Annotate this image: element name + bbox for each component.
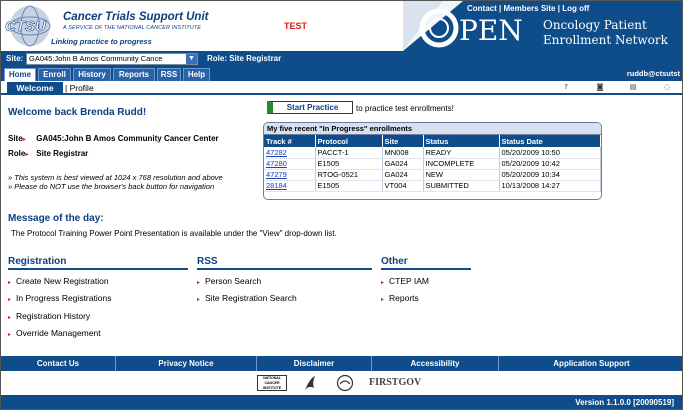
contact-link[interactable]: Contact — [467, 4, 497, 13]
top-links — [467, 4, 589, 13]
version-bar — [1, 395, 683, 410]
status-cell: READY — [423, 147, 499, 158]
date-cell: 10/13/2008 14:27 — [499, 180, 601, 191]
subtab-profile[interactable]: | Profile — [65, 83, 94, 93]
track-link[interactable]: 47280 — [264, 158, 315, 169]
status-cell: NEW — [423, 169, 499, 180]
create-new-registration-link[interactable]: ▸ Create New Registration — [8, 276, 109, 286]
person-search-link[interactable]: ▸ Person Search — [197, 276, 262, 286]
site-cell: VT004 — [382, 180, 423, 191]
footer-logos — [1, 371, 683, 395]
date-cell: 05/20/2009 10:50 — [499, 147, 601, 158]
site-select-value: GA045:John B Amos Community Cance — [29, 54, 163, 63]
site-key: Site▸ — [8, 134, 26, 143]
ctep-iam-link[interactable]: ▸ CTEP IAM — [381, 276, 430, 286]
col-status-date: Status Date — [499, 135, 601, 147]
col-protocol: Protocol — [315, 135, 382, 147]
recent-enrollments-table — [264, 135, 601, 192]
tab-help[interactable]: Help — [183, 68, 210, 81]
top-link-sep: | — [499, 4, 504, 13]
registration-section-title: Registration — [8, 256, 188, 270]
table-row — [264, 147, 601, 158]
members-site-link[interactable]: Members Site — [503, 4, 556, 13]
site-info — [8, 134, 219, 143]
org-title: Cancer Trials Support Unit — [63, 11, 209, 23]
org-tagline: Linking practice to progress — [51, 37, 152, 46]
track-link[interactable]: 47282 — [264, 147, 315, 158]
protocol-cell: PACCT-1 — [315, 147, 382, 158]
subtab-profile-label: Profile — [69, 83, 94, 93]
col-status: Status — [423, 135, 499, 147]
firstgov-logo-icon[interactable]: FIRSTGOV — [369, 377, 422, 388]
welcome-message: Welcome back Brenda Rudd! — [8, 107, 147, 118]
protocol-cell: RTOG-0521 — [315, 169, 382, 180]
tab-home[interactable]: Home — [4, 68, 36, 81]
tab-history[interactable]: History — [73, 68, 111, 81]
motd-text: The Protocol Training Power Point Presentation is available under the "View" drop-down list. — [11, 229, 337, 238]
recent-enrollments — [263, 122, 602, 200]
tab-rss[interactable]: RSS — [157, 68, 181, 81]
chat-icon[interactable]: ◌ — [663, 83, 671, 91]
in-progress-registrations-link[interactable]: ▸ In Progress Registrations — [8, 293, 112, 303]
date-cell: 05/20/2009 10:34 — [499, 169, 601, 180]
table-row — [264, 180, 601, 191]
role-value: Site Registrar — [36, 149, 89, 158]
user-name: ruddb@ctsutst — [626, 69, 680, 78]
resolution-note: » This system is best viewed at 1024 x 768 resolution and above — [8, 173, 223, 182]
status-cell: SUBMITTED — [423, 180, 499, 191]
tab-reports[interactable]: Reports — [113, 68, 155, 81]
open-logo-icon — [417, 7, 529, 49]
main-nav — [1, 67, 683, 81]
other-section-title: Other — [381, 256, 471, 270]
hhs-logo-icon[interactable] — [301, 374, 319, 392]
start-practice-desc: to practice test enrollments! — [356, 104, 454, 113]
bullet-icon: ▸ — [381, 280, 385, 286]
status-cell: INCOMPLETE — [423, 158, 499, 169]
site-cell: GA024 — [382, 158, 423, 169]
rss-section-title: RSS — [197, 256, 372, 270]
col-track: Track # — [264, 135, 315, 147]
override-management-link[interactable]: ▸ Override Management — [8, 328, 101, 338]
col-site: Site — [382, 135, 423, 147]
site-bar — [1, 51, 683, 67]
motd-title: Message of the day: — [8, 213, 104, 224]
top-link-sep: | — [557, 4, 563, 13]
table-row — [264, 169, 601, 180]
application-support-link[interactable]: Application Support — [553, 359, 630, 368]
track-link[interactable]: 28184 — [264, 180, 315, 191]
subtab-welcome[interactable]: Welcome — [7, 82, 63, 95]
ctsu-logo-text: CTSU — [5, 18, 46, 35]
open-logo-text: PEN — [459, 14, 523, 47]
nih-logo-icon[interactable] — [336, 374, 354, 392]
registration-history-link[interactable]: ▸ Registration History — [8, 311, 91, 321]
back-button-note: » Please do NOT use the browser's back button for navigation — [8, 182, 215, 191]
site-cell: GA024 — [382, 169, 423, 180]
test-environment-label: TEST — [284, 21, 308, 31]
date-cell: 05/20/2009 10:42 — [499, 158, 601, 169]
help-icon[interactable]: ? — [564, 83, 568, 91]
open-title-line1: Oncology Patient — [543, 18, 647, 32]
table-row — [264, 158, 601, 169]
open-title-line2: Enrollment Network — [543, 33, 668, 47]
bullet-icon: ▸ — [8, 280, 12, 286]
track-link[interactable]: 47279 — [264, 169, 315, 180]
nci-logo-icon[interactable]: NATIONAL CANCER INSTITUTE — [257, 375, 287, 391]
site-select[interactable] — [26, 53, 198, 65]
contact-us-link[interactable]: Contact Us — [1, 356, 116, 371]
site-cell: MN008 — [382, 147, 423, 158]
bullet-icon: ▸ — [381, 297, 385, 303]
footer-nav — [1, 356, 683, 371]
protocol-cell: E1505 — [315, 158, 382, 169]
privacy-notice-link[interactable]: Privacy Notice — [116, 356, 257, 371]
tab-enroll[interactable]: Enroll — [38, 68, 71, 81]
site-label: Site: — [6, 54, 24, 63]
bullet-icon: ▸ — [8, 297, 12, 303]
bullet-icon: ▸ — [197, 297, 201, 303]
log-off-link[interactable]: Log off — [562, 4, 590, 13]
header — [1, 1, 683, 51]
version-label: Version 1.1.0.0 [20090519] — [575, 398, 674, 407]
camera-icon[interactable]: ◙ — [596, 83, 604, 91]
reports-link[interactable]: ▸ Reports — [381, 293, 419, 303]
bullet-icon: ▸ — [8, 332, 12, 338]
role-key: Role▸ — [8, 149, 29, 158]
print-icon[interactable]: ▤ — [629, 83, 637, 91]
protocol-cell: E1505 — [315, 180, 382, 191]
site-registration-search-link[interactable]: ▸ Site Registration Search — [197, 293, 297, 303]
accessibility-link[interactable]: Accessibility — [372, 356, 499, 371]
open-title — [543, 18, 668, 48]
disclaimer-link[interactable]: Disclaimer — [257, 356, 372, 371]
role-label: Role: Site Registrar — [207, 54, 282, 63]
sub-nav — [1, 81, 683, 95]
recent-enrollments-title: My five recent "In Progress" enrollments — [264, 123, 601, 135]
org-subtitle: A SERVICE OF THE NATIONAL CANCER INSTITUTE — [63, 25, 202, 31]
site-value: GA045:John B Amos Community Cancer Center — [36, 134, 219, 143]
start-practice-button[interactable]: Start Practice — [267, 101, 353, 114]
chevron-down-icon[interactable]: ▼ — [186, 54, 197, 64]
bullet-icon: ▸ — [8, 315, 12, 321]
role-info — [8, 149, 88, 158]
bullet-icon: ▸ — [197, 280, 201, 286]
